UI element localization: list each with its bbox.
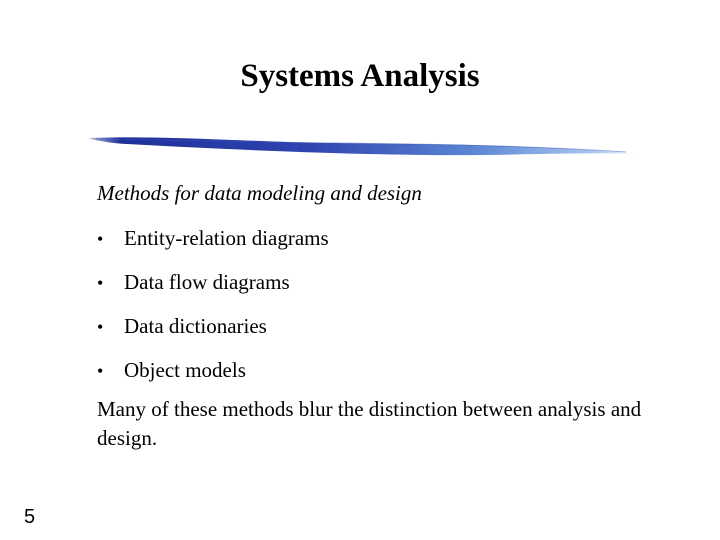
section-subheading: Methods for data modeling and design bbox=[97, 181, 422, 205]
list-item bbox=[97, 222, 329, 266]
bullet-icon: • bbox=[97, 229, 104, 249]
slide-title: Systems Analysis bbox=[240, 58, 480, 94]
bullet-icon: • bbox=[97, 361, 104, 381]
closing-paragraph: Many of these methods blur the distinction between analysis and design. bbox=[97, 397, 642, 450]
decorative-brush-stroke bbox=[86, 130, 640, 160]
bullet-text: Data dictionaries bbox=[124, 314, 267, 338]
list-item bbox=[97, 266, 329, 310]
list-item bbox=[97, 310, 329, 354]
bullet-text: Data flow diagrams bbox=[124, 270, 290, 294]
bullet-text: Object models bbox=[124, 358, 246, 382]
bullet-list bbox=[97, 222, 329, 398]
list-item bbox=[97, 354, 329, 398]
bullet-icon: • bbox=[97, 317, 104, 337]
page-number: 5 bbox=[24, 506, 36, 528]
bullet-text: Entity-relation diagrams bbox=[124, 226, 329, 250]
bullet-icon: • bbox=[97, 273, 104, 293]
